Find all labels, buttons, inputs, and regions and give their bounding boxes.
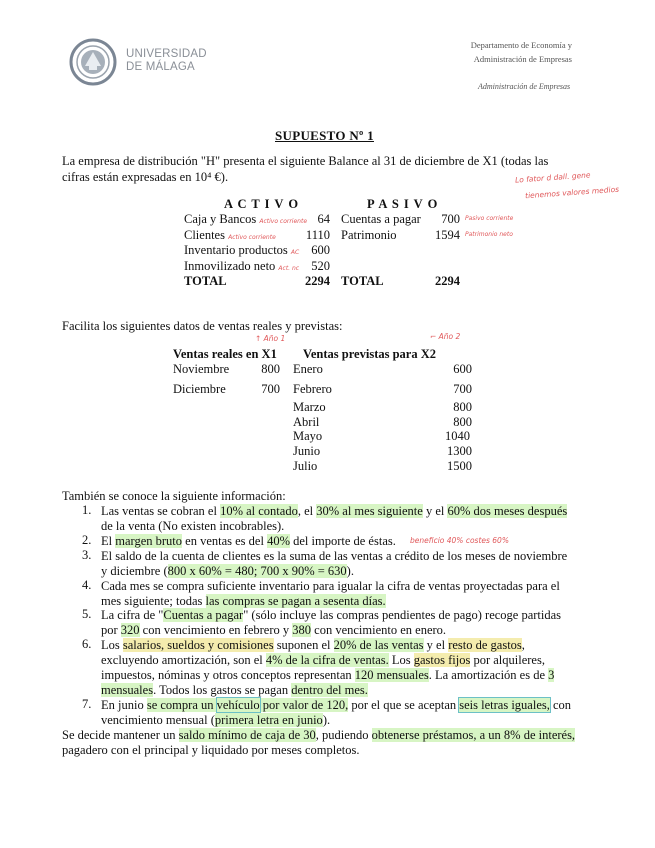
department-line2: Administración de Empresas [473, 54, 572, 64]
activo-value: 1110 [305, 228, 330, 242]
handwritten-note-ano1: ↑ Año 1 [255, 334, 286, 343]
handwritten-note-margin: beneficio 40% costes 60% [410, 536, 509, 545]
handwritten-note: Pasivo corriente [465, 215, 514, 222]
item-7-line-1: En junio se compra un vehículo por valor de 120, por el que se aceptan seis letras iguales, con [101, 698, 572, 712]
forecast-value: 1040 [445, 429, 470, 443]
item-number: 1. [82, 503, 92, 517]
item-1-line-1: Las ventas se cobran el 10% al contado, el 30% al mes siguiente y el 60% dos meses después [101, 504, 568, 518]
department-line1: Departamento de Economía y [470, 40, 572, 50]
real-sales-header: Ventas reales en X1 [173, 347, 277, 361]
forecast-month: Junio [293, 444, 321, 458]
real-month: Noviembre [173, 362, 230, 376]
activo-label: Inmovilizado neto [184, 259, 276, 273]
item-4-line-1: Cada mes se compra suficiente inventario para igualar la cifra de ventas proyectadas para el [101, 579, 560, 593]
handwritten-note: Activo corriente [259, 218, 308, 225]
forecast-month: Marzo [293, 400, 326, 414]
item-2: El margen bruto en ventas es del 40% del importe de éstas. [101, 534, 396, 548]
forecast-month: Mayo [293, 429, 323, 443]
handwritten-note: AC [290, 249, 300, 256]
activo-label: Clientes [184, 228, 225, 242]
closing-line-1: Se decide mantener un saldo mínimo de caja de 30, pudiendo obtenerse préstamos, a un 8% de interés, [62, 728, 576, 742]
pasivo-total-label: TOTAL [341, 274, 384, 288]
intro-line-2: cifras están expresadas en 10⁴ €). [62, 170, 229, 184]
info-intro: También se conoce la siguiente información: [62, 489, 286, 503]
item-number: 2. [82, 533, 92, 547]
forecast-value: 1300 [447, 444, 472, 458]
pasivo-value: 700 [441, 212, 460, 226]
item-number: 7. [82, 697, 92, 711]
item-number: 3. [82, 548, 92, 562]
forecast-sales-header: Ventas previstas para X2 [303, 347, 436, 361]
forecast-value: 700 [453, 382, 472, 396]
forecast-month: Julio [293, 459, 318, 473]
area-label: Administración de Empresas [478, 82, 571, 91]
activo-value: 600 [311, 243, 330, 257]
pasivo-header: P A S I V O [367, 197, 439, 211]
item-6-line-3: impuestos, nóminas y otros conceptos representan 120 mensuales. La amortización es de 3 [101, 668, 555, 682]
item-3-line-2: y diciembre (800 x 60% = 480; 700 x 90% = 630). [101, 564, 354, 578]
handwritten-note: Patrimonio neto [465, 231, 513, 238]
item-6-line-4: mensuales. Todos los gastos se pagan dentro del mes. [101, 683, 368, 697]
handwritten-note: Act. nc [278, 265, 300, 272]
real-value: 700 [261, 382, 280, 396]
activo-label: Caja y Bancos [184, 212, 257, 226]
pasivo-total: 2294 [435, 274, 460, 288]
handwritten-note: Año 2 [438, 332, 461, 341]
real-month: Diciembre [173, 382, 226, 396]
forecast-month: Enero [293, 362, 323, 376]
item-3-line-1: El saldo de la cuenta de clientes es la suma de las ventas a crédito de los meses de noviembre [101, 549, 568, 563]
intro-line-1: La empresa de distribución "H" presenta el siguiente Balance al 31 de diciembre de X1 (todas las [62, 154, 549, 168]
item-1-line-2: de la venta (No existen incobrables). [101, 519, 285, 533]
pasivo-label: Patrimonio [341, 228, 397, 242]
pasivo-label: Cuentas a pagar [341, 212, 421, 226]
activo-value: 64 [317, 212, 330, 226]
forecast-value: 1500 [447, 459, 472, 473]
item-6-line-2: excluyendo amortización, son el 4% de la cifra de ventas. Los gastos fijos por alquileres, [101, 653, 545, 667]
handwritten-note-ano2: ⌐ Año 2 [430, 332, 461, 341]
forecast-value: 600 [453, 362, 472, 376]
activo-total-label: TOTAL [184, 274, 227, 288]
closing-line-2: pagadero con el principal y liquidado por meses completos. [62, 743, 360, 757]
sales-intro: Facilita los siguientes datos de ventas reales y previstas: [62, 319, 343, 333]
activo-header: A C T I V O [224, 197, 300, 211]
item-6-line-1: Los salarios, sueldos y comisiones suponen el 20% de las ventas y el resto de gastos, [101, 638, 525, 652]
handwritten-note: Activo corriente [228, 234, 276, 241]
page-title: SUPUESTO Nº 1 [275, 128, 374, 143]
pasivo-value: 1594 [435, 228, 460, 242]
item-5-line-1: La cifra de "Cuentas a pagar" (sólo incluye las compras pendientes de pago) recoge partidas [101, 608, 562, 622]
item-number: 5. [82, 607, 92, 621]
university-name-line2: DE MÁLAGA [126, 61, 195, 73]
handwritten-note-top: Lo fator d dall. gene [514, 170, 591, 185]
university-seal-icon [69, 38, 117, 86]
university-name-line1: UNIVERSIDAD [126, 48, 207, 60]
item-number: 4. [82, 578, 92, 592]
handwritten-note: Año 1 [263, 334, 286, 343]
forecast-month: Febrero [293, 382, 332, 396]
activo-total: 2294 [305, 274, 330, 288]
activo-value: 520 [311, 259, 330, 273]
item-number: 6. [82, 637, 92, 651]
forecast-value: 800 [453, 415, 472, 429]
handwritten-note-top-2: tienemos valores medios [524, 184, 620, 201]
forecast-value: 800 [453, 400, 472, 414]
item-7-line-2: vencimiento mensual (primera letra en junio). [101, 713, 331, 727]
forecast-month: Abril [293, 415, 320, 429]
item-4-line-2: mes siguiente; todas las compras se pagan a sesenta días. [101, 594, 386, 608]
item-5-line-2: por 320 con vencimiento en febrero y 380 con vencimiento en enero. [101, 623, 447, 637]
activo-label: Inventario productos [184, 243, 288, 257]
real-value: 800 [261, 362, 280, 376]
